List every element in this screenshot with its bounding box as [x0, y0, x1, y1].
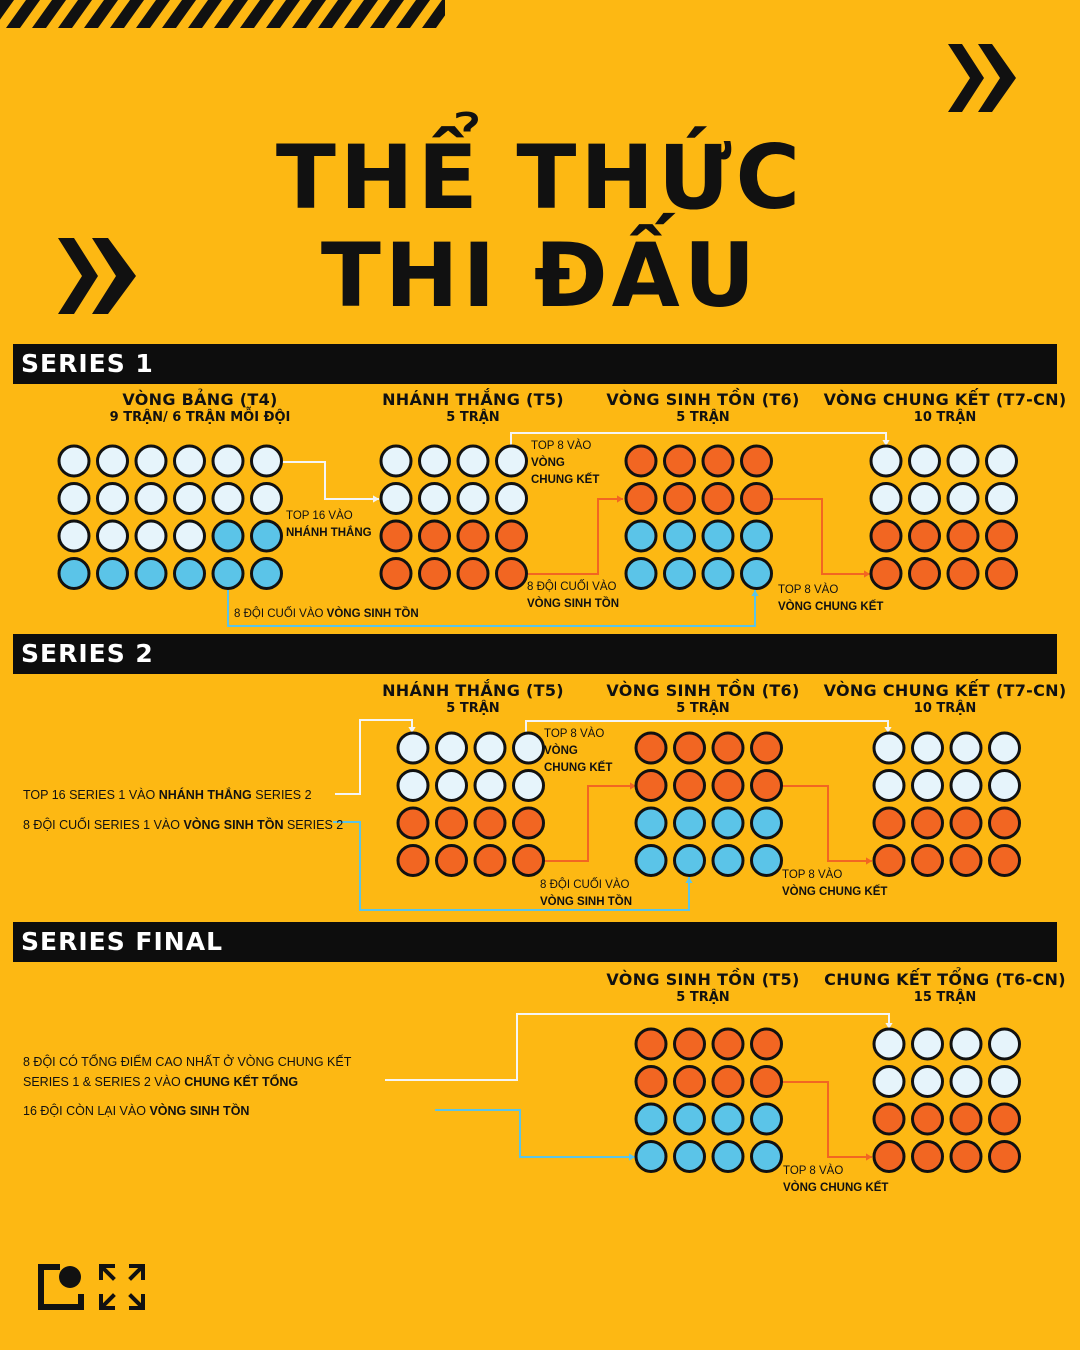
label-line: NHÁNH THẮNG — [286, 527, 372, 539]
s2-survival-team-circle — [636, 808, 666, 838]
s2-winners-team-circle — [398, 846, 428, 876]
s1-finals-team-circle — [948, 559, 978, 589]
note-part: SERIES 1 & SERIES 2 VÀO — [23, 1075, 185, 1089]
s2-finals-team-circle — [951, 808, 981, 838]
s1-label-top8 — [531, 438, 599, 489]
final-survival-team-circle — [713, 1067, 743, 1097]
note-part: TOP 16 SERIES 1 VÀO — [23, 788, 159, 802]
s1-winners-team-circle — [420, 484, 450, 514]
expand-icon — [99, 1264, 145, 1310]
final-survival-team-circle — [675, 1029, 705, 1059]
page-title-line1: THỂ THỨC — [275, 126, 805, 229]
final-grand-team-circle — [874, 1029, 904, 1059]
s1-finals-team-circle — [910, 559, 940, 589]
s1-col-title: VÒNG BẢNG (T4) — [122, 390, 278, 409]
s2-survival-team-circle — [752, 771, 782, 801]
s1-winners-team-circle — [458, 559, 488, 589]
final-grand-team-circle — [874, 1104, 904, 1134]
s2-col-sub: 10 TRẬN — [913, 701, 977, 716]
s1-group-team-circle — [98, 484, 128, 514]
s2-finals-team-circle — [990, 846, 1020, 876]
label-line: VÒNG — [544, 745, 578, 757]
connector-line — [772, 499, 870, 574]
s1-survival-team-circle — [703, 559, 733, 589]
s2-winners-team-circle — [437, 733, 467, 763]
connector-line — [435, 1110, 635, 1157]
s1-winners-team-circle — [497, 484, 527, 514]
label-line: TOP 8 VÀO — [778, 584, 839, 596]
final-survival-team-circle — [675, 1104, 705, 1134]
s2-label-top8 — [544, 726, 612, 777]
s2-finals-team-circle — [990, 771, 1020, 801]
connector-line — [282, 462, 379, 499]
s1-survival-team-circle — [742, 484, 772, 514]
note-part: 16 ĐỘI CÒN LẠI VÀO — [23, 1104, 150, 1118]
final-grand-team-circle — [990, 1029, 1020, 1059]
s2-winners-team-circle — [475, 808, 505, 838]
s2-col-title: VÒNG SINH TỒN (T6) — [606, 681, 800, 700]
final-grand-team-circle — [990, 1142, 1020, 1172]
s1-survival-team-circle — [665, 559, 695, 589]
s1-group-team-circle — [136, 446, 166, 476]
s2-survival-team-circle — [675, 771, 705, 801]
label-line: VÒNG — [531, 457, 565, 469]
s2-survival-team-circle — [713, 771, 743, 801]
s1-label-last8 — [527, 579, 619, 613]
s1-winners-team-circle — [458, 446, 488, 476]
final-grand-team-circle — [990, 1067, 1020, 1097]
s2-winners-team-circle — [475, 771, 505, 801]
s1-col-title: NHÁNH THẮNG (T5) — [382, 390, 564, 409]
s1-winners-team-circle — [381, 559, 411, 589]
label-line: CHUNG KẾT — [531, 474, 600, 486]
arrow-head — [751, 590, 758, 596]
s1-survival-team-circle — [742, 521, 772, 551]
final-grand-team-circle — [874, 1067, 904, 1097]
s1-survival-team-circle — [742, 446, 772, 476]
s2-finals-team-circle — [951, 733, 981, 763]
final-col-title: VÒNG SINH TỒN (T5) — [606, 970, 800, 989]
s1-group-team-circle — [136, 484, 166, 514]
s2-survival-team-circle — [675, 846, 705, 876]
series2-title: SERIES 2 — [21, 639, 154, 668]
s2-finals-team-circle — [913, 808, 943, 838]
s2-survival-team-circle — [675, 733, 705, 763]
final-survival-team-circle — [636, 1029, 666, 1059]
s1-winners-team-circle — [497, 521, 527, 551]
s2-finals-team-circle — [874, 733, 904, 763]
connector-line — [541, 786, 636, 861]
s1-group-team-circle — [175, 484, 205, 514]
s2-col-sub: 5 TRẬN — [446, 701, 500, 716]
s2-survival-team-circle — [713, 733, 743, 763]
final-grand-team-circle — [913, 1142, 943, 1172]
final-survival-team-circle — [713, 1104, 743, 1134]
s2-survival-team-circle — [636, 733, 666, 763]
final-note-rest16 — [23, 1101, 249, 1121]
final-survival-team-circle — [752, 1029, 782, 1059]
s2-winners-team-circle — [437, 771, 467, 801]
s1-survival-team-circle — [703, 484, 733, 514]
s1-group-team-circle — [136, 521, 166, 551]
s2-finals-team-circle — [874, 771, 904, 801]
series1-title: SERIES 1 — [21, 349, 154, 378]
final-grand-team-circle — [951, 1104, 981, 1134]
label-line: VÒNG CHUNG KẾT — [778, 601, 884, 613]
label-line: TOP 8 VÀO — [783, 1165, 844, 1177]
s2-note-last8 — [23, 815, 343, 835]
s1-group-team-circle — [59, 521, 89, 551]
s2-winners-team-circle — [514, 733, 544, 763]
final-note-top8 — [23, 1052, 351, 1092]
s1-finals-team-circle — [910, 446, 940, 476]
connector-line — [775, 1082, 872, 1157]
s1-finals-team-circle — [910, 484, 940, 514]
s1-group-team-circle — [59, 446, 89, 476]
s1-finals-team-circle — [987, 521, 1017, 551]
s1-group-team-circle — [175, 446, 205, 476]
s1-winners-team-circle — [420, 521, 450, 551]
s2-finals-team-circle — [951, 846, 981, 876]
final-grand-team-circle — [913, 1067, 943, 1097]
label-line: TOP 16 VÀO — [286, 510, 353, 522]
label-line: CHUNG KẾT — [544, 762, 613, 774]
final-label-top8 — [783, 1163, 888, 1197]
s1-group-team-circle — [252, 484, 282, 514]
s1-survival-team-circle — [626, 446, 656, 476]
final-grand-team-circle — [951, 1142, 981, 1172]
label-line: VÒNG SINH TỒN — [527, 598, 620, 610]
s1-group-team-circle — [213, 521, 243, 551]
final-survival-team-circle — [752, 1104, 782, 1134]
s1-survival-team-circle — [665, 446, 695, 476]
arrow-head — [866, 1153, 872, 1160]
final-survival-team-circle — [713, 1029, 743, 1059]
s1-finals-team-circle — [987, 446, 1017, 476]
arrow-head — [864, 570, 870, 577]
s2-finals-team-circle — [951, 771, 981, 801]
s1-group-team-circle — [213, 559, 243, 589]
final-grand-team-circle — [951, 1029, 981, 1059]
s2-finals-team-circle — [990, 733, 1020, 763]
s1-winners-team-circle — [420, 446, 450, 476]
final-survival-team-circle — [636, 1067, 666, 1097]
final-survival-team-circle — [636, 1142, 666, 1172]
s1-group-team-circle — [59, 559, 89, 589]
s1-col-sub: 5 TRẬN — [446, 410, 500, 425]
s1-finals-team-circle — [871, 484, 901, 514]
s1-winners-team-circle — [458, 484, 488, 514]
s1-group-team-circle — [252, 446, 282, 476]
s1-group-team-circle — [98, 446, 128, 476]
s2-winners-team-circle — [437, 808, 467, 838]
s1-group-team-circle — [252, 559, 282, 589]
s2-col-title: VÒNG CHUNG KẾT (T7-CN) — [823, 681, 1067, 700]
s1-survival-team-circle — [626, 559, 656, 589]
arrow-head — [373, 495, 379, 502]
s2-label-last8 — [540, 877, 632, 911]
s2-winners-team-circle — [398, 771, 428, 801]
s2-note-top16 — [23, 785, 312, 805]
s2-winners-team-circle — [475, 846, 505, 876]
s2-finals-team-circle — [874, 808, 904, 838]
s1-survival-team-circle — [665, 484, 695, 514]
s2-col-sub: 5 TRẬN — [676, 701, 730, 716]
arrow-head — [866, 857, 872, 864]
s2-survival-team-circle — [675, 808, 705, 838]
final-survival-team-circle — [752, 1067, 782, 1097]
s2-finals-team-circle — [913, 771, 943, 801]
s1-survival-team-circle — [703, 521, 733, 551]
final-survival-team-circle — [752, 1142, 782, 1172]
connector-line — [776, 786, 872, 861]
s1-group-team-circle — [136, 559, 166, 589]
s1-winners-team-circle — [381, 521, 411, 551]
s1-survival-team-circle — [626, 521, 656, 551]
note-part: 8 ĐỘI CUỐI SERIES 1 VÀO — [23, 818, 184, 832]
label-line: 8 ĐỘI CUỐI VÀO — [540, 879, 630, 891]
note-part-bold: VÒNG SINH TỒN — [149, 1104, 250, 1118]
note-line: 8 ĐỘI CÓ TỔNG ĐIỂM CAO NHẤT Ở VÒNG CHUNG KẾT — [23, 1055, 352, 1069]
final-col-sub: 15 TRẬN — [913, 990, 977, 1005]
s1-group-team-circle — [98, 559, 128, 589]
s2-winners-team-circle — [514, 808, 544, 838]
final-grand-team-circle — [951, 1067, 981, 1097]
s1-group-team-circle — [98, 521, 128, 551]
s1-col-title: VÒNG CHUNG KẾT (T7-CN) — [823, 390, 1067, 409]
s1-col-title: VÒNG SINH TỒN (T6) — [606, 390, 800, 409]
s1-finals-team-circle — [948, 521, 978, 551]
label-line: VÒNG SINH TỒN — [540, 896, 633, 908]
s1-label-top16 — [286, 508, 372, 542]
s1-group-team-circle — [252, 521, 282, 551]
s1-survival-team-circle — [703, 446, 733, 476]
s2-winners-team-circle — [514, 771, 544, 801]
brand-logo-icon — [38, 1264, 84, 1310]
label-part-bold: VÒNG SINH TỒN — [326, 608, 419, 620]
s1-finals-team-circle — [948, 446, 978, 476]
s1-winners-team-circle — [458, 521, 488, 551]
s1-winners-team-circle — [381, 484, 411, 514]
label-line: TOP 8 VÀO — [544, 728, 605, 740]
s1-col-sub: 5 TRẬN — [676, 410, 730, 425]
s1-winners-team-circle — [497, 559, 527, 589]
s1-survival-team-circle — [742, 559, 772, 589]
label-line: VÒNG CHUNG KẾT — [783, 1182, 889, 1194]
s1-finals-team-circle — [987, 484, 1017, 514]
s2-winners-team-circle — [398, 808, 428, 838]
s1-group-team-circle — [213, 484, 243, 514]
note-part: SERIES 2 — [283, 818, 344, 832]
s1-finals-team-circle — [948, 484, 978, 514]
s1-group-team-circle — [175, 521, 205, 551]
note-part: SERIES 2 — [251, 788, 312, 802]
s1-col-sub: 10 TRẬN — [913, 410, 977, 425]
final-grand-team-circle — [913, 1104, 943, 1134]
s2-finals-team-circle — [913, 846, 943, 876]
final-survival-team-circle — [675, 1142, 705, 1172]
s1-winners-team-circle — [381, 446, 411, 476]
s2-survival-team-circle — [752, 808, 782, 838]
arrow-head — [617, 495, 623, 502]
note-part-bold: CHUNG KẾT TỔNG — [184, 1075, 299, 1089]
connector-line — [528, 499, 623, 574]
s1-finals-team-circle — [871, 521, 901, 551]
s2-winners-team-circle — [475, 733, 505, 763]
final-survival-team-circle — [675, 1067, 705, 1097]
label-part: 8 ĐỘI CUỐI VÀO — [234, 608, 327, 620]
s1-group-team-circle — [175, 559, 205, 589]
page-title-line2: THI ĐẤU — [320, 224, 760, 327]
s1-label-top8-finals — [778, 582, 883, 616]
arrow-head — [685, 877, 692, 883]
label-line: TOP 8 VÀO — [531, 440, 592, 452]
s1-group-team-circle — [59, 484, 89, 514]
s2-survival-team-circle — [713, 808, 743, 838]
s2-label-top8-finals — [782, 867, 887, 901]
s1-col-sub: 9 TRẬN/ 6 TRẬN MỖI ĐỘI — [109, 410, 291, 425]
s2-finals-team-circle — [990, 808, 1020, 838]
final-grand-team-circle — [913, 1029, 943, 1059]
final-col-sub: 5 TRẬN — [676, 990, 730, 1005]
s1-finals-team-circle — [910, 521, 940, 551]
s2-winners-team-circle — [437, 846, 467, 876]
final-survival-team-circle — [713, 1142, 743, 1172]
final-survival-team-circle — [636, 1104, 666, 1134]
note-part-bold: VÒNG SINH TỒN — [183, 818, 284, 832]
s1-group-team-circle — [213, 446, 243, 476]
final-grand-team-circle — [990, 1104, 1020, 1134]
arrow-head — [629, 1153, 635, 1160]
s1-finals-team-circle — [987, 559, 1017, 589]
s1-winners-team-circle — [497, 446, 527, 476]
s2-survival-team-circle — [636, 846, 666, 876]
s1-finals-team-circle — [871, 446, 901, 476]
label-line: VÒNG CHUNG KẾT — [782, 886, 888, 898]
s2-survival-team-circle — [752, 846, 782, 876]
s1-survival-team-circle — [626, 484, 656, 514]
s2-survival-team-circle — [636, 771, 666, 801]
label-line: 8 ĐỘI CUỐI VÀO — [527, 581, 617, 593]
note-part-bold: NHÁNH THẮNG — [158, 788, 252, 802]
label-line: TOP 8 VÀO — [782, 869, 843, 881]
s1-survival-team-circle — [665, 521, 695, 551]
s1-label-bottom — [234, 606, 419, 623]
s2-col-title: NHÁNH THẮNG (T5) — [382, 681, 564, 700]
s2-survival-team-circle — [752, 733, 782, 763]
s2-survival-team-circle — [713, 846, 743, 876]
s2-winners-team-circle — [398, 733, 428, 763]
series-final-title: SERIES FINAL — [21, 927, 224, 956]
s1-winners-team-circle — [420, 559, 450, 589]
s2-finals-team-circle — [913, 733, 943, 763]
s2-winners-team-circle — [514, 846, 544, 876]
final-col-title: CHUNG KẾT TỔNG (T6-CN) — [824, 970, 1066, 989]
